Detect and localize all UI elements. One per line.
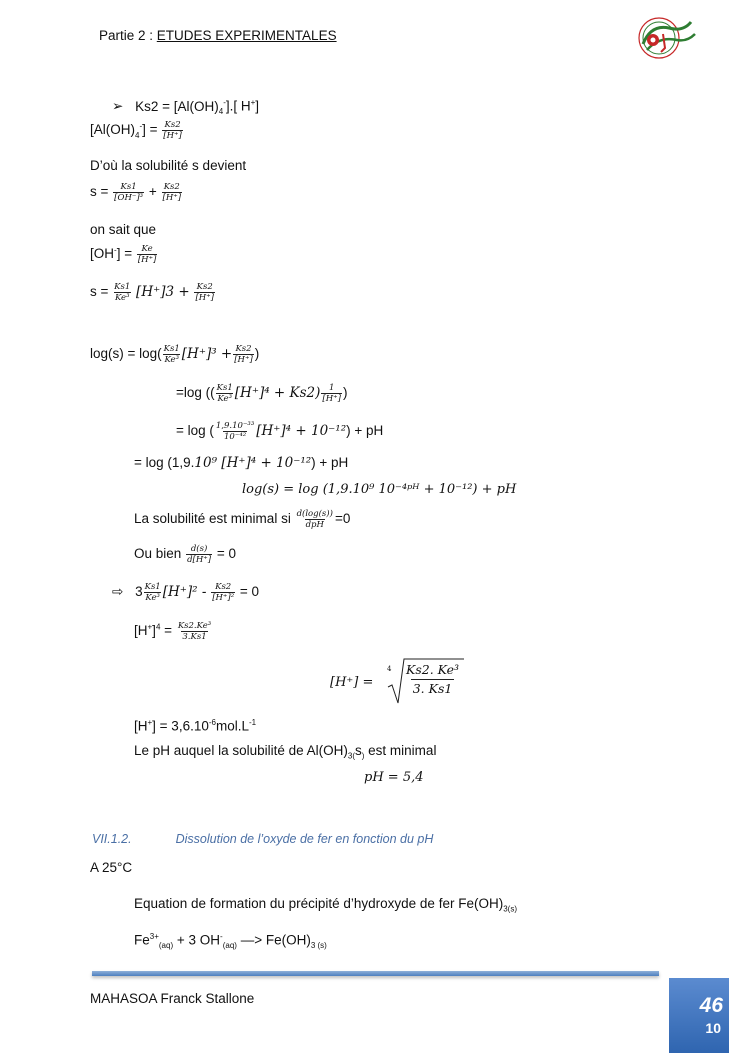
text: —> Fe(OH) (236, 932, 311, 948)
numerator: Ks2 (163, 182, 180, 192)
denominator: 3. Ks1 (412, 681, 453, 696)
denominator: [H⁺]² (212, 593, 235, 603)
root-index: 4 (387, 665, 392, 673)
sup: 4 (155, 622, 161, 632)
text: =0 (334, 511, 351, 527)
text: ] (255, 98, 260, 114)
denominator: [H⁺] (137, 255, 157, 265)
solubility-expression-2 (90, 282, 216, 303)
denominator: [H⁺] (195, 293, 214, 303)
institution-logo (629, 14, 701, 66)
fraction (162, 182, 183, 203)
text: Ou bien (134, 546, 182, 562)
temperature-label: A 25°C (90, 860, 133, 875)
sub: ) (361, 751, 365, 761)
denominator: [OH⁻]³ (114, 193, 144, 203)
text: + 3 OH (173, 932, 221, 948)
numerator: Ks2 (235, 344, 252, 354)
text: mol.L (215, 718, 249, 734)
denominator: Ke³ (114, 293, 130, 303)
text: = 0 (216, 546, 236, 562)
fraction (162, 120, 183, 141)
text: 3 (135, 584, 143, 600)
text: = 0 (239, 584, 260, 600)
sup: -6 (208, 718, 216, 727)
sup: + (147, 622, 153, 632)
math-term: [H⁺]⁴ + 10⁻¹² (256, 423, 347, 440)
denominator: [H⁺] (322, 394, 341, 404)
fraction (216, 383, 234, 404)
fraction (211, 582, 235, 603)
ph-result: pH = 5,4 (364, 770, 424, 785)
logo-emblem-icon (629, 14, 701, 66)
log-s-final: log(s) = log (1,9.10⁹ 10⁻⁴ᵖᴴ + 10⁻¹²) + pH (242, 482, 517, 497)
math-term: [H⁺] = (330, 675, 374, 690)
text: [H (134, 623, 148, 639)
text: = (164, 623, 173, 639)
sup: 3+ (149, 932, 159, 941)
denominator: [H⁺] (234, 355, 253, 365)
page-number-box (669, 978, 729, 1053)
derivative-equation (112, 582, 259, 603)
text: s = (90, 184, 109, 200)
page-number-sub: 10 (705, 1020, 721, 1036)
text: [Al(OH) (90, 122, 135, 138)
text: [OH (90, 246, 115, 262)
sup: - (114, 245, 117, 255)
log-s-expression (90, 344, 259, 365)
denominator: Ke³ (145, 593, 160, 603)
numerator: Ks1 (144, 582, 161, 592)
denominator: d[H⁺] (187, 555, 212, 565)
header-prefix: Partie 2 : (99, 28, 157, 43)
denominator: [H⁺] (163, 131, 182, 141)
text: = log (1,9. (134, 455, 195, 470)
text: s (355, 743, 362, 758)
denominator: 10⁻⁴² (224, 432, 247, 442)
text: = log ( (176, 423, 214, 439)
text: Le pH auquel la solubilité de Al(OH) (134, 743, 348, 758)
text: ) (254, 346, 260, 362)
fraction (113, 182, 144, 203)
solubility-intro: D’où la solubilité s devient (90, 158, 247, 173)
text: =log (( (176, 385, 215, 401)
text: s = (90, 284, 109, 300)
sub: 3(s) (503, 904, 517, 914)
aloh4-expression (90, 120, 184, 141)
fraction (233, 344, 254, 365)
bullet-arrow-icon: ➢ (112, 98, 124, 114)
text: ].[ H (225, 98, 251, 114)
text: Fe (134, 932, 150, 948)
sub: 3 (s) (310, 941, 327, 951)
numerator: Ks2 (164, 120, 181, 130)
numerator: Ks1 (120, 182, 137, 192)
math-term: [H⁺]3 + (136, 284, 190, 301)
text: [H (134, 718, 148, 734)
text: est minimal (364, 743, 437, 758)
footer-author: MAHASOA Franck Stallone (90, 991, 255, 1006)
sup: + (250, 98, 256, 107)
h-concentration-result (134, 718, 256, 734)
log-step-1 (176, 383, 347, 404)
numerator: Ks2 (196, 282, 213, 292)
text: ) + pH (346, 423, 384, 439)
fraction (177, 621, 212, 642)
numerator: Ks2.Ke³ (177, 621, 212, 631)
text: Equation de formation du précipité d’hydroxyde de fer Fe(OH) (134, 896, 504, 911)
fraction (113, 282, 131, 303)
implies-arrow-icon: ⇨ (112, 584, 124, 600)
numerator: d(log(s)) (296, 509, 333, 519)
fraction (137, 244, 158, 265)
oh-expression (90, 244, 158, 265)
sup: - (223, 98, 226, 107)
sup: -1 (248, 718, 257, 727)
known-text: on sait que (90, 222, 157, 237)
fraction (321, 383, 342, 404)
section-title: Dissolution de l’oxyde de fer en fonction du pH (175, 832, 434, 846)
text: ] = 3,6.10 (152, 718, 209, 734)
ph-minimum-sentence (134, 743, 436, 761)
section-heading (92, 832, 433, 846)
section-number: VII.1.2. (92, 832, 132, 846)
log-step-3 (134, 455, 348, 471)
sup: + (147, 718, 153, 727)
math-term: [H⁺]⁴ + Ks2) (234, 385, 321, 402)
numerator: d(s) (190, 544, 208, 554)
text: ] (152, 623, 156, 639)
text: La solubilité est minimal si (134, 511, 291, 527)
sub: (aq) (222, 941, 237, 951)
fraction (186, 544, 212, 565)
numerator: Ks2. Ke³ (406, 662, 460, 677)
text: Ks2 = [Al(OH) (135, 98, 219, 114)
page-number: 46 (699, 994, 723, 1017)
numerator: Ke (141, 244, 153, 254)
numerator: 1 (328, 383, 335, 393)
h4-expression (134, 621, 213, 642)
numerator: 1,9.10⁻³³ (215, 421, 255, 431)
fraction (194, 282, 215, 303)
header-title: ETUDES EXPERIMENTALES (156, 28, 337, 43)
equation-label (134, 896, 517, 914)
sup: - (139, 121, 143, 131)
numerator: Ks1 (163, 344, 180, 354)
page-header (99, 28, 337, 43)
footer-divider (92, 971, 659, 976)
fraction (406, 661, 459, 698)
text: ] = (116, 246, 133, 262)
text: + (148, 184, 157, 200)
text: ) (342, 385, 348, 401)
solubility-expression-1 (90, 182, 183, 203)
text: ] = (142, 122, 158, 138)
precipitation-reaction (134, 932, 327, 950)
denominator: dpH (305, 520, 324, 530)
denominator: [H⁺] (162, 193, 182, 203)
numerator: Ks1 (216, 383, 233, 393)
denominator: 3.Ks1 (182, 632, 207, 642)
fraction (215, 421, 255, 442)
fraction (163, 344, 181, 365)
ks2-definition (112, 98, 259, 116)
denominator: Ke³ (164, 355, 179, 365)
sup: - (220, 932, 223, 941)
sub: 4 (135, 130, 140, 140)
fraction (144, 582, 162, 603)
text: log(s) = log( (90, 346, 162, 362)
numerator: Ks1 (114, 282, 131, 292)
minimum-condition (134, 509, 350, 530)
sub: 3( (347, 751, 355, 761)
denominator: Ke³ (217, 394, 232, 404)
sub: (aq) (158, 941, 174, 951)
fraction (296, 509, 334, 530)
math-term: 10⁹ [H⁺]⁴ + 10⁻¹² (194, 455, 312, 471)
log-step-2 (176, 421, 383, 442)
numerator: Ks2 (215, 582, 232, 592)
math-term: [H⁺]³ + (181, 346, 233, 363)
derivative-condition (134, 544, 236, 565)
math-term: [H⁺]² - (162, 584, 207, 601)
text: ) + pH (311, 455, 349, 470)
sub: 4 (218, 107, 224, 117)
